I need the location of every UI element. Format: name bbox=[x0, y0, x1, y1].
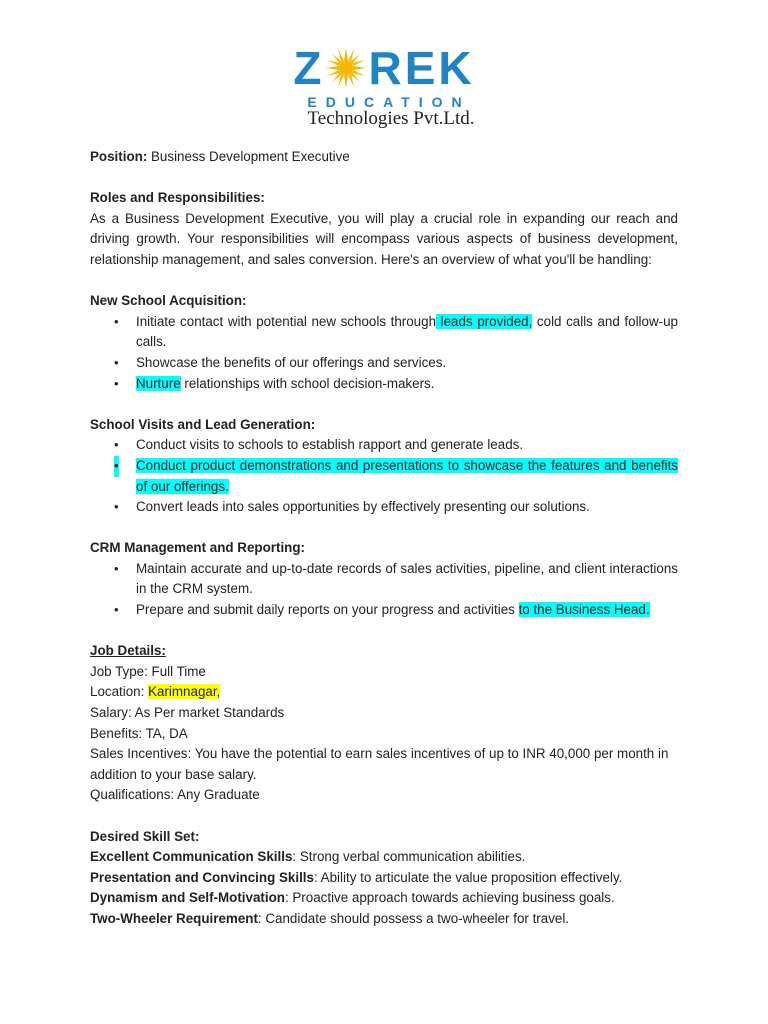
logo-wordmark bbox=[293, 42, 475, 94]
bullet-icon: • bbox=[114, 499, 119, 515]
bullet-icon: • bbox=[114, 602, 119, 618]
visits-heading-text: School Visits and Lead Generation: bbox=[90, 416, 316, 432]
bullet-icon: • bbox=[114, 313, 119, 329]
list-item bbox=[90, 497, 678, 518]
skill-text: : Ability to articulate the value proposition effectively. bbox=[313, 869, 623, 885]
crm-list bbox=[90, 559, 678, 621]
skills-heading bbox=[90, 827, 678, 848]
logo-subtitle: EDUCATION bbox=[307, 94, 471, 110]
list-item-text: Convert leads into sales opportunities by effectively presenting our solutions. bbox=[136, 499, 590, 515]
job-details-heading-text: Job Details: bbox=[90, 643, 166, 659]
bullet-icon: • bbox=[114, 354, 119, 370]
job-location bbox=[90, 682, 678, 703]
bullet-icon: • bbox=[114, 375, 119, 391]
skill-label: Presentation and Convincing Skills bbox=[90, 869, 314, 885]
position-label: Position: bbox=[90, 149, 148, 164]
skill-text: : Candidate should possess a two-wheeler for travel. bbox=[257, 910, 570, 926]
visits-heading bbox=[90, 415, 678, 436]
location-label: Location: bbox=[90, 684, 149, 700]
logo-letter-z: Z bbox=[293, 42, 325, 94]
list-item-text: Prepare and submit daily reports on your progress and activities bbox=[136, 602, 519, 618]
bullet-icon: • bbox=[114, 456, 119, 477]
job-benefits: Benefits: TA, DA bbox=[90, 725, 188, 741]
location-value: Karimnagar, bbox=[148, 684, 221, 700]
list-item bbox=[90, 559, 678, 600]
skill-item bbox=[90, 847, 678, 868]
highlighted-text: Nurture bbox=[136, 375, 181, 391]
skill-item bbox=[90, 888, 678, 909]
sun-icon bbox=[326, 48, 366, 88]
position-line bbox=[90, 147, 678, 168]
list-item-text: cold calls and follow-up calls. bbox=[136, 313, 678, 350]
list-item bbox=[90, 600, 678, 621]
bullet-icon: • bbox=[114, 560, 119, 576]
bullet-icon: • bbox=[114, 437, 119, 453]
acquisition-list bbox=[90, 312, 678, 394]
list-item bbox=[90, 456, 678, 497]
skill-label: Excellent Communication Skills bbox=[90, 849, 293, 865]
list-item bbox=[90, 353, 678, 374]
job-incentives: Sales Incentives: You have the potential to earn sales incentives of up to INR 40,000 per month in addition to your base salary. bbox=[90, 746, 669, 782]
visits-list bbox=[90, 435, 678, 517]
company-logo bbox=[0, 42, 768, 130]
highlighted-text: to the Business Head. bbox=[518, 602, 650, 618]
document-body bbox=[90, 147, 678, 930]
highlighted-text: leads provided, bbox=[436, 313, 533, 329]
job-salary: Salary: As Per market Standards bbox=[90, 705, 285, 721]
acquisition-heading-text: New School Acquisition: bbox=[90, 293, 247, 309]
roles-heading-text: Roles and Responsibilities: bbox=[90, 190, 265, 206]
list-item-text: Showcase the benefits of our offerings and services. bbox=[136, 354, 447, 370]
skill-text: : Proactive approach towards achieving business goals. bbox=[284, 890, 615, 906]
crm-heading-text: CRM Management and Reporting: bbox=[90, 540, 305, 556]
skill-text: : Strong verbal communication abilities. bbox=[292, 849, 526, 865]
acquisition-heading bbox=[90, 291, 678, 312]
position-value: Business Development Executive bbox=[147, 149, 350, 164]
skill-item bbox=[90, 909, 678, 930]
logo-company-name: Technologies Pvt.Ltd. bbox=[307, 108, 475, 129]
roles-intro: As a Business Development Executive, you will play a crucial role in expanding our reach and driving growth. Your responsibilities will encompass various aspects of business development, relationship management, and sales conversion. Here's an overview of what you'll be handling: bbox=[90, 210, 678, 267]
logo-letters-rek: REK bbox=[368, 42, 475, 94]
skills-heading-text: Desired Skill Set: bbox=[90, 828, 200, 844]
job-qualifications: Qualifications: Any Graduate bbox=[90, 787, 260, 803]
list-item-text: Maintain accurate and up-to-date records of sales activities, pipeline, and client interactions in the CRM system. bbox=[136, 560, 678, 597]
crm-heading bbox=[90, 538, 678, 559]
list-item bbox=[90, 374, 678, 395]
job-type: Job Type: Full Time bbox=[90, 663, 206, 679]
skill-label: Dynamism and Self-Motivation bbox=[90, 890, 285, 906]
list-item bbox=[90, 312, 678, 353]
list-item-text: Initiate contact with potential new schools through bbox=[136, 313, 437, 329]
job-details-heading bbox=[90, 641, 678, 662]
skill-item bbox=[90, 868, 678, 889]
list-item-text: Conduct visits to schools to establish rapport and generate leads. bbox=[136, 437, 524, 453]
highlighted-text: Conduct product demonstrations and presentations to showcase the features and benefits of our offerings. bbox=[136, 457, 678, 494]
list-item bbox=[90, 435, 678, 456]
list-item-text: relationships with school decision-makers. bbox=[180, 375, 435, 391]
skill-label: Two-Wheeler Requirement bbox=[90, 910, 258, 926]
roles-heading bbox=[90, 188, 678, 209]
